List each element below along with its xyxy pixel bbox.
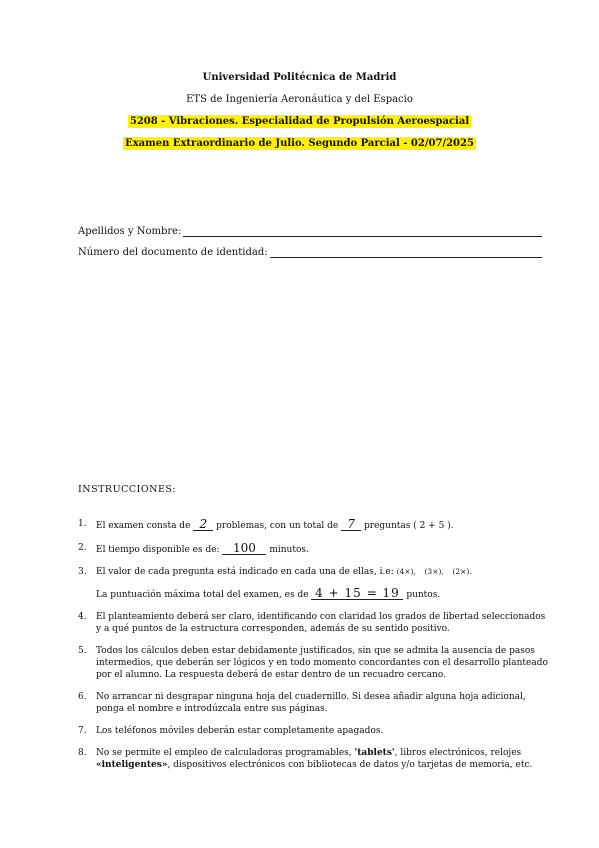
minutes-blank bbox=[222, 542, 266, 555]
instruction-text bbox=[96, 518, 548, 532]
questions-count-value: 7 bbox=[347, 517, 355, 531]
total-points-blank bbox=[311, 587, 403, 600]
questions-count-blank bbox=[341, 518, 361, 531]
instruction-text bbox=[96, 566, 548, 601]
subject-title bbox=[0, 116, 599, 128]
id-field-line[interactable] bbox=[270, 249, 542, 258]
instruction-item-7 bbox=[78, 725, 548, 737]
weight-example-4x: (4×), bbox=[396, 567, 416, 576]
instructions-list bbox=[78, 518, 548, 781]
instruction-item-2 bbox=[78, 542, 548, 556]
instruction-number: 8. bbox=[78, 748, 87, 758]
total-points-value: 4 + 15 = 19 bbox=[315, 586, 400, 600]
problems-count-blank bbox=[193, 518, 213, 531]
school-name bbox=[0, 94, 599, 106]
instruction-number: 3. bbox=[78, 567, 87, 577]
instruction-text: Todos los cálculos deben estar debidamente justificados, sin que se admita la ausencia de pasos intermedios, que deberán ser lógicos y en todo momento concordantes con el desarrollo planteado por el alumno. La respuesta deberá de estar dentro de un recuadro cercano. bbox=[96, 646, 548, 680]
instruction-text-part: El valor de cada pregunta está indicado en cada una de ellas, i.e: bbox=[96, 567, 394, 577]
instruction-text-part: La puntuación máxima total del examen, es de bbox=[96, 590, 309, 600]
instruction-number: 1. bbox=[78, 519, 87, 529]
name-field-label: Apellidos y Nombre: bbox=[78, 226, 182, 237]
instruction-text: No arrancar ni desgrapar ninguna hoja del cuadernillo. Si desea añadir alguna hoja adicional, ponga el nombre e introdúzcala entre sus páginas. bbox=[96, 692, 526, 714]
smart-term: «inteligentes» bbox=[96, 760, 168, 770]
weight-example-2x: (2×). bbox=[452, 567, 472, 576]
exam-title bbox=[0, 138, 599, 150]
instruction-item-4 bbox=[78, 611, 548, 635]
instruction-continuation bbox=[96, 587, 548, 601]
instruction-item-6 bbox=[78, 691, 548, 715]
id-field-label: Número del documento de identidad: bbox=[78, 247, 268, 258]
instruction-item-3 bbox=[78, 566, 548, 601]
instruction-text: El planteamiento deberá ser claro, identificando con claridad los grados de libertad seleccionados y a qué puntos de la estructura corresponden, además de su sentido positivo. bbox=[96, 612, 546, 634]
minutes-value: 100 bbox=[233, 541, 256, 555]
instruction-text-part: El examen consta de bbox=[96, 521, 191, 531]
instruction-text-part: No se permite el empleo de calculadoras programables, bbox=[96, 748, 355, 758]
subject-highlight: 5208 - Vibraciones. Especialidad de Propulsión Aeroespacial bbox=[129, 116, 470, 127]
problems-count-value: 2 bbox=[199, 517, 208, 531]
instruction-text-part: problemas, con un total de bbox=[216, 521, 339, 531]
name-field-row bbox=[78, 226, 542, 237]
instruction-text bbox=[96, 747, 548, 771]
instruction-text: Los teléfonos móviles deberán estar completamente apagados. bbox=[96, 726, 384, 736]
instruction-text-part: , libros electrónicos, relojes bbox=[394, 748, 522, 758]
school-name-text: ETS de Ingeniería Aeronáutica y del Espacio bbox=[186, 94, 413, 105]
university-name: Universidad Politécnica de Madrid bbox=[202, 72, 397, 83]
tablets-term: 'tablets' bbox=[354, 748, 395, 758]
instruction-item-8 bbox=[78, 747, 548, 771]
instruction-text-part: , dispositivos electrónicos con bibliotecas de datos y/o tarjetas de memoria, etc. bbox=[167, 760, 533, 770]
instruction-text-part: preguntas ( 2 + 5 ). bbox=[364, 521, 454, 531]
instruction-text-part: minutos. bbox=[269, 545, 309, 555]
instruction-number: 4. bbox=[78, 612, 87, 622]
instruction-item-1 bbox=[78, 518, 548, 532]
id-field-row bbox=[78, 247, 542, 258]
instructions-title: INSTRUCCIONES: bbox=[78, 484, 177, 495]
instruction-number: 7. bbox=[78, 726, 87, 736]
instruction-item-5 bbox=[78, 645, 548, 681]
instruction-text bbox=[96, 542, 548, 556]
exam-header bbox=[0, 72, 599, 160]
name-field-line[interactable] bbox=[183, 228, 542, 237]
weight-example-3x: (3×), bbox=[424, 567, 444, 576]
instruction-number: 5. bbox=[78, 646, 87, 656]
exam-highlight: Examen Extraordinario de Julio. Segundo Parcial - 02/07/2025 bbox=[125, 138, 474, 149]
instruction-number: 2. bbox=[78, 543, 87, 553]
instruction-text-part: El tiempo disponible es de: bbox=[96, 545, 220, 555]
instruction-text-part: puntos. bbox=[406, 590, 441, 600]
instruction-number: 6. bbox=[78, 692, 87, 702]
